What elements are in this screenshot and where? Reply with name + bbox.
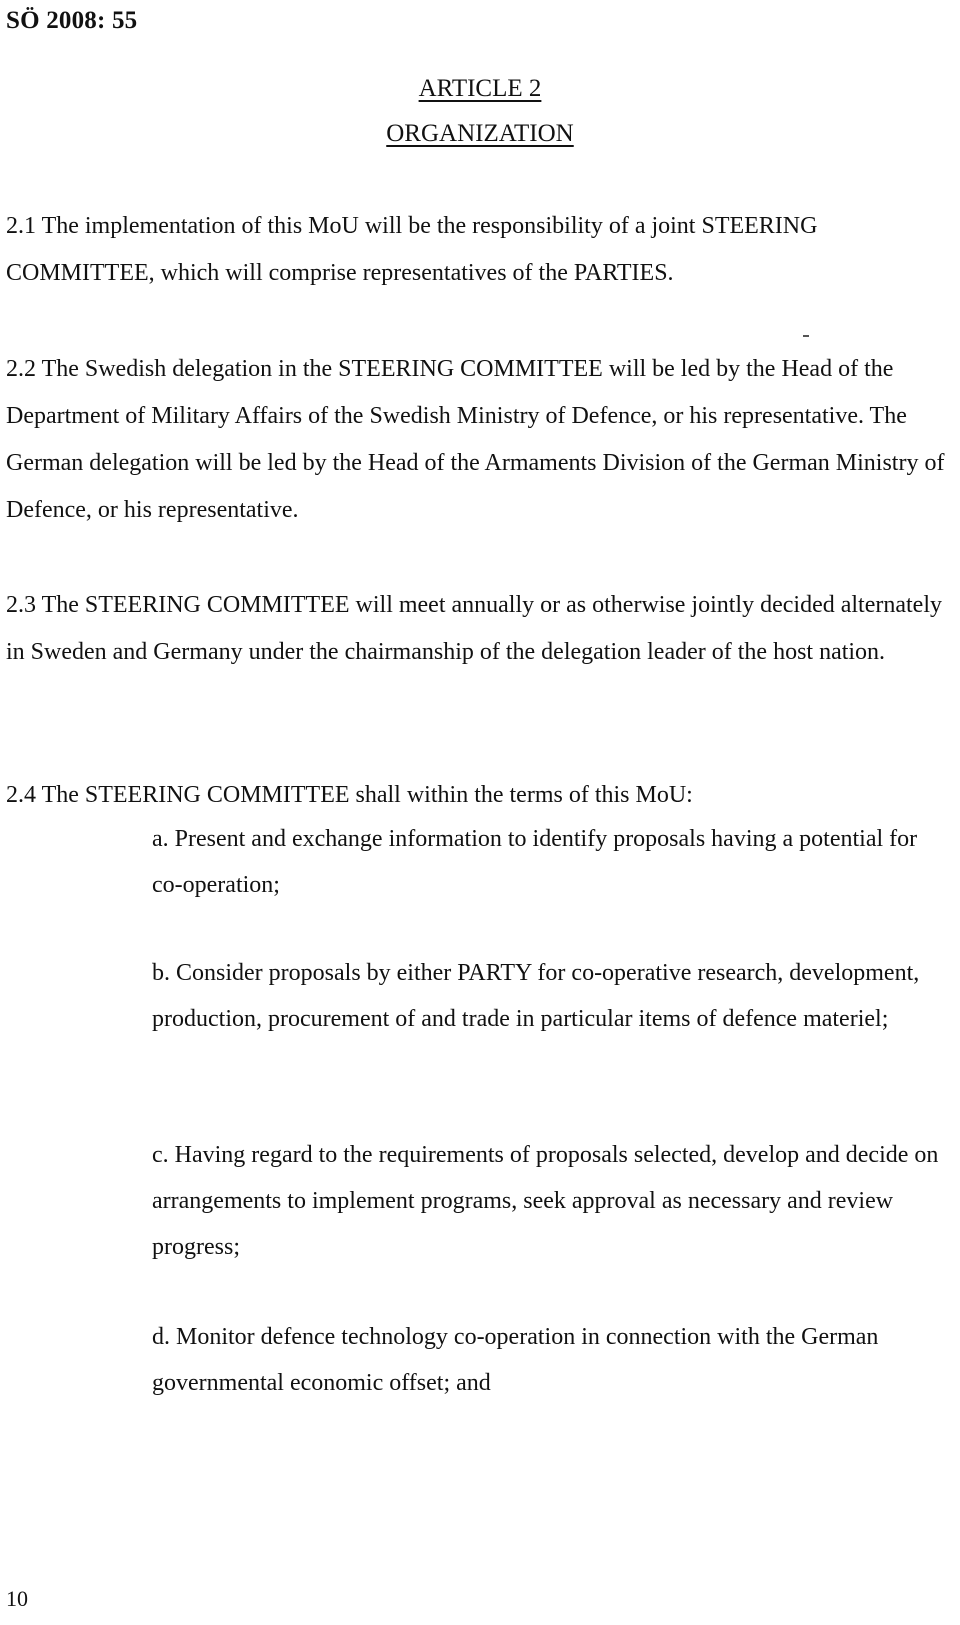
paragraph-2-2: 2.2 The Swedish delegation in the STEERING COMMITTEE will be led by the Head of the Department of Military Affairs of the Swedish Ministry of Defence, or his representative. The German delegation will be led by the Head of the Armaments Division of the German Ministry of Defence, or his representative.: [6, 356, 945, 523]
paragraph-2-1: 2.1 The implementation of this MoU will be the responsibility of a joint STEERING COMMITTEE, which will comprise representatives of the PARTIES.: [6, 213, 818, 286]
list-item-b: b. Consider proposals by either PARTY for co-operative research, development, production, procurement of and trade in particular items of defence materiel;: [152, 960, 920, 1032]
scan-speck: [803, 335, 809, 337]
article-title: ARTICLE 2: [418, 75, 542, 102]
document-header: SÖ 2008: 55: [6, 7, 138, 34]
list-item-c: c. Having regard to the requirements of proposals selected, develop and decide on arrangements to implement programs, seek approval as necessary and review progress;: [152, 1142, 939, 1260]
list-item-a: a. Present and exchange information to identify proposals having a potential for co-operation;: [152, 826, 918, 898]
paragraph-2-3: 2.3 The STEERING COMMITTEE will meet annually or as otherwise jointly decided alternately in Sweden and Germany under the chairmanship of the delegation leader of the host nation.: [6, 592, 942, 665]
paragraph-2-4: 2.4 The STEERING COMMITTEE shall within the terms of this MoU:: [6, 782, 693, 808]
page-number: 10: [6, 1586, 28, 1611]
list-item-d: d. Monitor defence technology co-operation in connection with the German governmental economic offset; and: [152, 1324, 879, 1396]
article-subtitle: ORGANIZATION: [386, 120, 574, 147]
